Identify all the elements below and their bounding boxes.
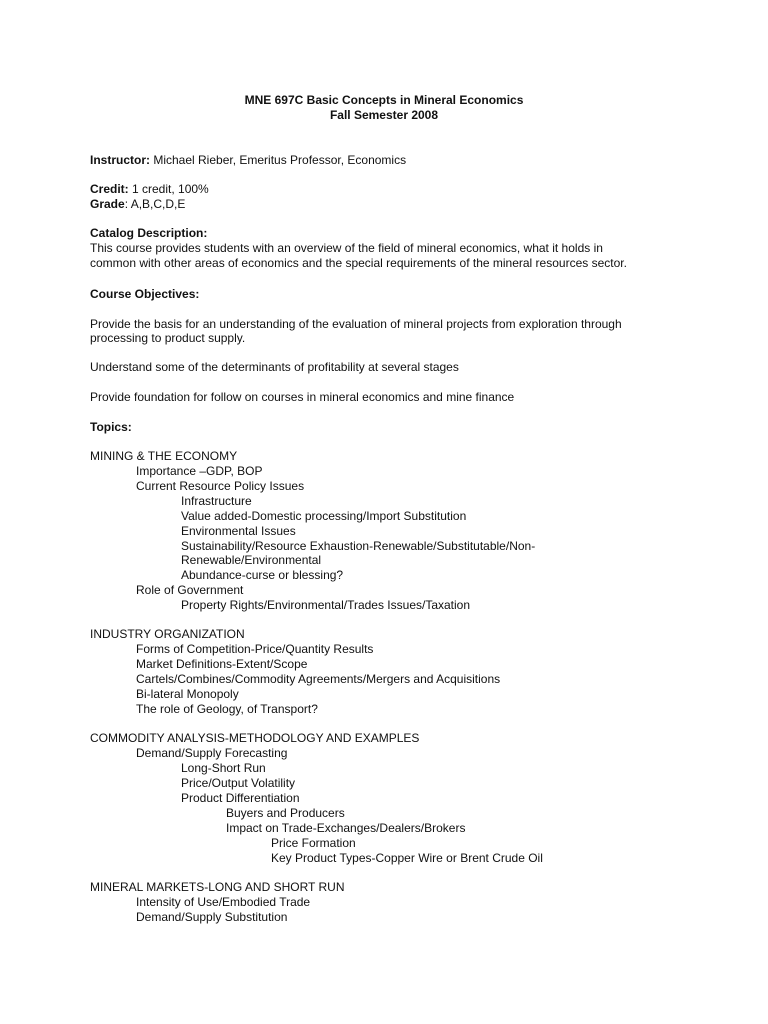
topic-item: Market Definitions-Extent/Scope [136,657,308,671]
topic-deep-item: Key Product Types-Copper Wire or Brent Crude Oil [271,851,543,865]
instructor-line [90,153,406,168]
topic-section-title: INDUSTRY ORGANIZATION [90,627,245,641]
topic-deep-item: Price Formation [271,836,356,850]
topic-subitem: Product Differentiation [181,791,300,805]
topic-subitem: Infrastructure [181,494,252,508]
topic-item: Forms of Competition-Price/Quantity Results [136,642,374,656]
catalog-text-line-1: This course provides students with an overview of the field of mineral economics, what it holds in [90,241,603,255]
objective-1-line-1: Provide the basis for an understanding of the evaluation of mineral projects from exploration through [90,317,622,331]
topic-subitem: Abundance-curse or blessing? [181,568,344,582]
objective-3: Provide foundation for follow on courses in mineral economics and mine finance [90,390,515,404]
topic-item: Demand/Supply Substitution [136,910,288,924]
topic-section-title: MINING & THE ECONOMY [90,449,238,463]
grade-value: : A,B,C,D,E [124,197,186,211]
objective-2: Understand some of the determinants of profitability at several stages [90,360,459,374]
instructor-value: Michael Rieber, Emeritus Professor, Economics [150,153,407,167]
objectives-heading: Course Objectives: [90,287,200,301]
topic-subitem: Value added-Domestic processing/Import Substitution [181,509,467,523]
topic-section-title: MINERAL MARKETS-LONG AND SHORT RUN [90,880,345,894]
credit-value: 1 credit, 100% [128,182,209,196]
topic-subsubitem: Impact on Trade-Exchanges/Dealers/Brokers [226,821,466,835]
topic-item: Demand/Supply Forecasting [136,746,288,760]
topic-subitem: Sustainability/Resource Exhaustion-Renewable/Substitutable/Non- [181,539,536,553]
topic-item: Intensity of Use/Embodied Trade [136,895,311,909]
course-title: MNE 697C Basic Concepts in Mineral Economics [244,93,524,107]
topic-subitem: Long-Short Run [181,761,266,775]
topic-subitem: Renewable/Environmental [181,553,322,567]
topic-subsubitem: Buyers and Producers [226,806,345,820]
grade-line [90,197,185,212]
credit-line [90,182,209,197]
topic-subitem: Environmental Issues [181,524,296,538]
grade-label: Grade [90,197,125,211]
topic-item: Bi-lateral Monopoly [136,687,239,701]
catalog-text-line-2: common with other areas of economics and the special requirements of the mineral resources sector. [90,256,627,270]
semester-title: Fall Semester 2008 [329,108,439,122]
topic-subitem: Property Rights/Environmental/Trades Issues/Taxation [181,598,471,612]
topic-item: Importance –GDP, BOP [136,464,263,478]
topic-item: Current Resource Policy Issues [136,479,305,493]
topic-section-title: COMMODITY ANALYSIS-METHODOLOGY AND EXAMPLES [90,731,420,745]
topic-item: Cartels/Combines/Commodity Agreements/Mergers and Acquisitions [136,672,501,686]
topic-item: The role of Geology, of Transport? [136,702,318,716]
topics-heading: Topics: [90,420,132,434]
topic-item: Role of Government [136,583,244,597]
credit-label: Credit: [90,182,129,196]
instructor-label: Instructor: [90,153,150,167]
catalog-heading: Catalog Description: [90,226,208,240]
objective-1-line-2: processing to product supply. [90,331,246,345]
topic-subitem: Price/Output Volatility [181,776,296,790]
